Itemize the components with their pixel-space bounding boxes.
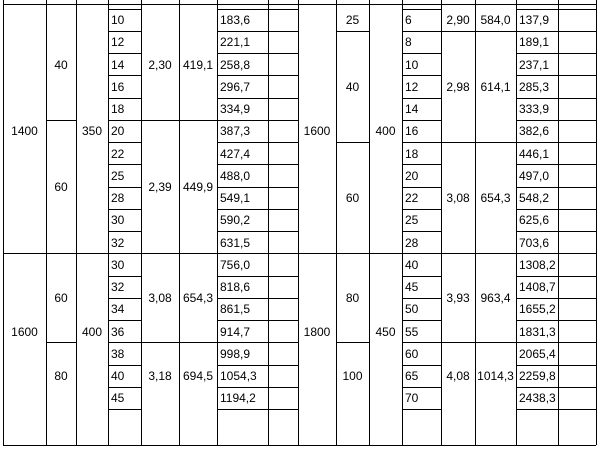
size-cell: 10 [405,57,419,72]
size-cell: 22 [405,191,419,206]
grid-line [402,98,441,99]
grid-line [217,342,298,343]
group-k-cell: 3,08 [446,191,470,206]
grid-line [108,365,141,366]
grid-line [217,120,298,121]
grid-line [516,365,596,366]
group-m-cell: 449,9 [182,180,214,194]
value-cell: 285,3 [519,79,550,94]
value-cell: 333,9 [519,102,550,117]
grid-line [217,365,298,366]
group-k-cell: 3,93 [446,291,470,306]
grid-line [217,253,298,254]
size-cell: 60 [405,346,419,361]
secondary-size-cell: 400 [81,324,103,339]
grid-line [76,0,77,445]
size-cell: 45 [111,391,125,406]
value-cell: 625,6 [519,213,550,228]
size-cell: 28 [111,191,125,206]
size-cell: 8 [405,35,412,50]
size-cell: 12 [405,79,419,94]
grid-line [402,298,441,299]
grid-line [108,231,141,232]
group-m-cell: 614,1 [480,79,511,94]
grid-line [558,0,559,445]
group-k-cell: 2,98 [446,79,470,94]
size-cell: 30 [111,257,125,272]
size-cell: 25 [405,213,419,228]
group-m-cell: 1014,3 [477,369,514,384]
grid-line [108,0,109,445]
size-cell: 55 [405,324,419,339]
main-diameter-cell: 1600 [303,124,331,139]
size-cell: 36 [111,324,125,339]
value-cell: 258,8 [220,57,251,72]
size-cell: 30 [111,213,125,228]
grid-line [108,75,141,76]
group-k-cell: 4,08 [446,369,470,384]
value-cell: 237,1 [519,57,550,72]
grid-line [108,409,141,410]
grid-line [516,75,596,76]
grid-line [217,231,298,232]
grid-line [402,0,403,445]
value-cell: 296,7 [220,79,251,94]
value-cell: 756,0 [220,257,251,272]
grid-line [516,209,596,210]
grid-line [402,320,441,321]
size-cell: 22 [111,146,125,161]
value-cell: 631,5 [220,235,251,250]
grid-line [217,142,298,143]
size-cell: 14 [405,102,419,117]
group-k-cell: 2,90 [446,13,470,28]
value-cell: 497,0 [519,168,550,183]
grid-line [402,253,441,254]
size-cell: 45 [405,280,419,295]
grid-line [516,31,596,32]
grid-line [402,9,441,10]
value-cell: 590,2 [220,213,251,228]
grid-line [516,253,596,254]
value-cell: 861,5 [220,302,251,317]
group-b-cell: 60 [345,191,360,206]
value-cell: 1308,2 [519,257,556,272]
grid-line [3,0,4,445]
group-b-cell: 80 [345,291,360,306]
main-diameter-cell: 1800 [303,324,331,339]
group-m-cell: 654,3 [480,191,511,206]
value-cell: 183,6 [220,13,251,28]
grid-line [108,298,141,299]
value-cell: 137,9 [519,13,550,28]
grid-line [108,387,141,388]
size-cell: 32 [111,280,125,295]
grid-line [402,187,441,188]
grid-line [217,53,298,54]
group-b-cell: 80 [54,369,68,384]
size-cell: 6 [405,13,412,28]
size-cell: 25 [111,168,125,183]
value-cell: 1054,3 [220,369,257,384]
size-cell: 16 [405,124,419,139]
group-m-cell: 654,3 [182,291,214,306]
size-cell: 18 [405,146,419,161]
grid-line [217,187,298,188]
value-cell: 382,6 [519,124,550,139]
size-cell: 14 [111,57,125,72]
group-k-cell: 3,18 [148,369,172,384]
group-m-cell: 419,1 [182,57,214,72]
grid-line [217,409,298,410]
grid-line [108,98,141,99]
group-b-cell: 40 [54,57,68,72]
grid-line [108,276,141,277]
size-cell: 18 [111,102,125,117]
secondary-size-cell: 350 [81,124,103,139]
grid-line [217,75,298,76]
grid-line [141,0,142,445]
size-cell: 50 [405,302,419,317]
value-cell: 1655,2 [519,302,556,317]
grid-line [475,0,476,445]
size-cell: 10 [111,13,125,28]
secondary-size-cell: 450 [375,324,396,339]
size-cell: 20 [405,168,419,183]
size-cell: 12 [111,35,125,50]
grid-line [336,0,337,445]
group-m-cell: 584,0 [480,13,511,28]
value-cell: 488,0 [220,168,251,183]
grid-line [516,320,596,321]
value-cell: 2438,3 [519,391,556,406]
value-cell: 998,9 [220,346,251,361]
value-cell: 1194,2 [220,391,256,406]
grid-line [3,4,596,5]
grid-line [217,0,218,445]
value-cell: 427,4 [220,146,251,161]
grid-line [108,253,141,254]
value-cell: 1831,3 [519,324,556,339]
value-cell: 548,2 [519,191,550,206]
grid-line [46,0,47,445]
size-cell: 38 [111,346,125,361]
value-cell: 1408,7 [519,280,556,295]
grid-line [516,387,596,388]
grid-line [108,53,141,54]
grid-line [402,120,441,121]
size-cell: 70 [405,391,419,406]
grid-line [516,298,596,299]
grid-line [402,276,441,277]
group-b-cell: 100 [342,369,363,384]
grid-line [298,0,299,445]
grid-line [217,298,298,299]
grid-line [516,53,596,54]
grid-line [516,98,596,99]
size-cell: 28 [405,235,419,250]
grid-line [402,231,441,232]
grid-line [179,0,180,445]
size-cell: 65 [405,369,419,384]
grid-line [108,142,141,143]
group-m-cell: 694,5 [182,369,214,384]
grid-line [108,342,141,343]
grid-line [402,409,441,410]
grid-line [596,0,597,445]
size-cell: 20 [111,124,125,139]
grid-line [217,31,298,32]
value-cell: 818,6 [220,280,251,295]
group-k-cell: 2,30 [148,57,172,72]
grid-line [108,31,141,32]
grid-line [217,9,298,10]
grid-line [402,342,441,343]
grid-line [108,9,141,10]
grid-line [217,98,298,99]
group-k-cell: 3,08 [148,291,172,306]
grid-line [516,120,596,121]
main-diameter-cell: 1600 [11,324,38,339]
grid-line [516,142,596,143]
grid-line [217,276,298,277]
grid-line [3,445,596,446]
grid-line [516,0,517,445]
group-k-cell: 2,39 [148,180,172,194]
grid-line [516,276,596,277]
grid-line [217,209,298,210]
main-diameter-cell: 1400 [11,124,38,139]
size-cell: 34 [111,302,125,317]
grid-line [108,187,141,188]
grid-line [402,387,441,388]
group-b-cell: 60 [54,180,68,194]
value-cell: 914,7 [220,324,251,339]
grid-line [108,164,141,165]
value-cell: 703,6 [519,235,550,250]
size-cell: 40 [111,369,125,384]
grid-line [217,164,298,165]
group-b-cell: 25 [345,13,360,28]
grid-line [402,365,441,366]
group-b-cell: 40 [345,79,360,94]
value-cell: 2259,8 [519,369,556,384]
grid-line [402,142,441,143]
secondary-size-cell: 400 [375,124,396,139]
grid-line [516,231,596,232]
grid-line [402,75,441,76]
grid-line [108,209,141,210]
value-cell: 549,1 [220,191,251,206]
grid-line [369,0,370,445]
grid-line [441,0,442,445]
group-b-cell: 60 [54,291,68,306]
size-cell: 32 [111,235,125,250]
grid-line [402,164,441,165]
grid-line [108,320,141,321]
value-cell: 2065,4 [519,346,556,361]
value-cell: 334,9 [220,102,251,117]
grid-line [108,120,141,121]
grid-line [516,187,596,188]
grid-line [516,342,596,343]
grid-line [217,387,298,388]
grid-line [268,0,269,445]
value-cell: 189,1 [519,35,550,50]
value-cell: 221,1 [220,35,251,50]
grid-line [402,53,441,54]
size-cell: 16 [111,79,125,94]
grid-line [516,164,596,165]
size-cell: 40 [405,257,419,272]
value-cell: 446,1 [519,146,550,161]
grid-line [402,31,441,32]
grid-line [217,320,298,321]
group-m-cell: 963,4 [480,291,511,306]
grid-line [402,209,441,210]
grid-line [516,9,596,10]
value-cell: 387,3 [220,124,251,139]
grid-line [516,409,596,410]
